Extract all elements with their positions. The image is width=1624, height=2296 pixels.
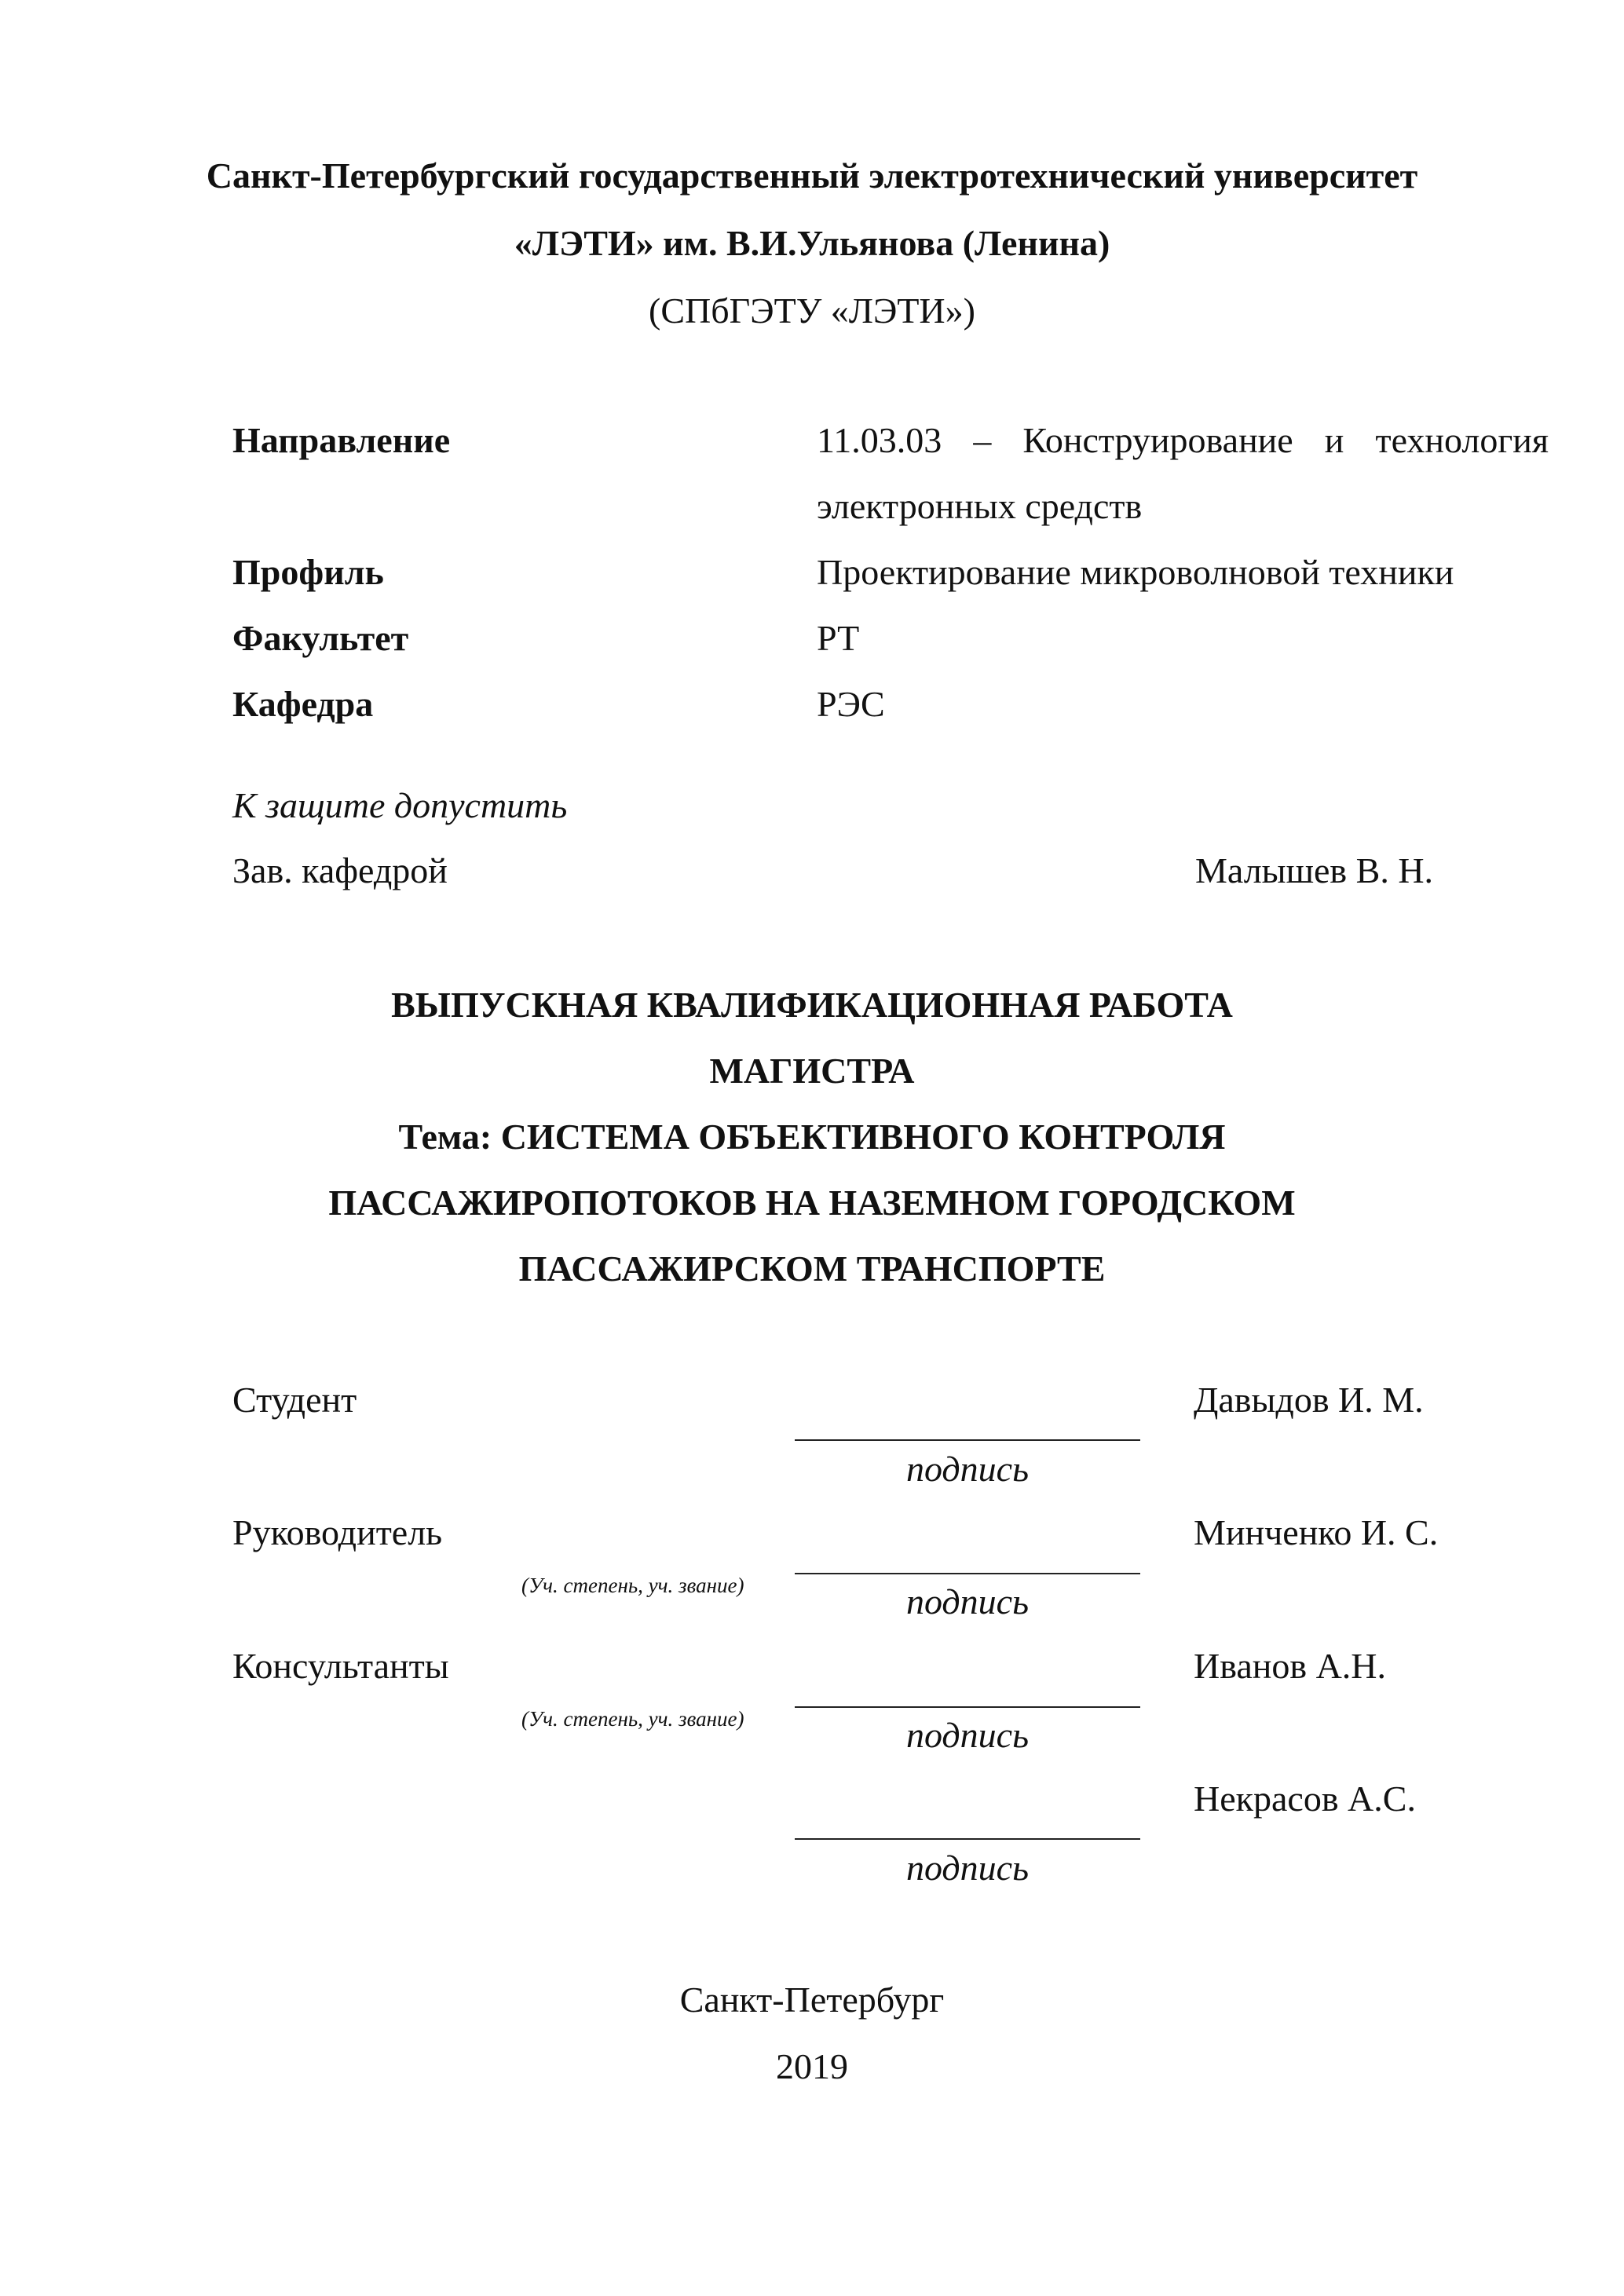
- topic-line1: Тема: СИСТЕМА ОБЪЕКТИВНОГО КОНТРОЛЯ: [398, 1117, 1226, 1157]
- signature-role-consultants: Консультанты: [232, 1646, 449, 1686]
- signature-name-supervisor: Минченко И. С.: [1194, 1512, 1439, 1552]
- approval-note: К защите допустить: [232, 785, 568, 825]
- signature-line-student: [795, 1439, 1140, 1441]
- signature-role-supervisor: Руководитель: [232, 1512, 443, 1552]
- work-type-line1: ВЫПУСКНАЯ КВАЛИФИКАЦИОННАЯ РАБОТА: [391, 985, 1233, 1025]
- info-label-direction: Направление: [232, 420, 451, 460]
- year: 2019: [776, 2046, 848, 2086]
- signature-role-student: Студент: [232, 1380, 357, 1420]
- city: Санкт-Петербург: [679, 1980, 945, 2020]
- info-label-faculty: Факультет: [232, 618, 409, 658]
- info-label-profile: Профиль: [232, 552, 384, 592]
- work-type-line2: МАГИСТРА: [709, 1051, 915, 1091]
- topic-line2: ПАССАЖИРОПОТОКОВ НА НАЗЕМНОМ ГОРОДСКОМ: [328, 1183, 1296, 1223]
- info-label-department: Кафедра: [232, 684, 374, 724]
- signature-line-supervisor: [795, 1573, 1140, 1574]
- info-value-direction-line2: электронных средств: [817, 486, 1143, 526]
- university-name-line2: «ЛЭТИ» им. В.И.Ульянова (Ленина): [514, 223, 1110, 263]
- topic-line3: ПАССАЖИРСКОМ ТРАНСПОРТЕ: [518, 1249, 1106, 1289]
- signature-line-consultant-2: [795, 1838, 1140, 1840]
- info-value-direction-line1: 11.03.03 – Конструирование и технология: [817, 420, 1549, 460]
- university-abbreviation: (СПбГЭТУ «ЛЭТИ»): [649, 291, 975, 331]
- signature-name-consultant-2: Некрасов А.С.: [1194, 1779, 1416, 1819]
- signature-caption-student: подпись: [905, 1449, 1029, 1489]
- degree-note-supervisor: (Уч. степень, уч. звание): [521, 1574, 744, 1597]
- signature-caption-supervisor: подпись: [905, 1581, 1029, 1621]
- signature-caption-consultant-1: подпись: [905, 1715, 1029, 1755]
- info-value-profile: Проектирование микроволновой техники: [817, 552, 1454, 592]
- degree-note-consultants: (Уч. степень, уч. звание): [521, 1707, 744, 1731]
- signature-caption-consultant-2: подпись: [905, 1848, 1029, 1888]
- university-name-line1: Санкт-Петербургский государственный электротехнический университет: [206, 155, 1418, 196]
- signature-line-consultant-1: [795, 1706, 1140, 1708]
- signature-name-consultant-1: Иванов А.Н.: [1194, 1646, 1387, 1686]
- signature-name-student: Давыдов И. М.: [1194, 1380, 1424, 1420]
- head-of-department-name: Малышев В. Н.: [1195, 850, 1434, 890]
- info-value-department: РЭС: [817, 684, 885, 724]
- info-value-faculty: РТ: [817, 618, 860, 658]
- head-of-department-label: Зав. кафедрой: [232, 850, 448, 890]
